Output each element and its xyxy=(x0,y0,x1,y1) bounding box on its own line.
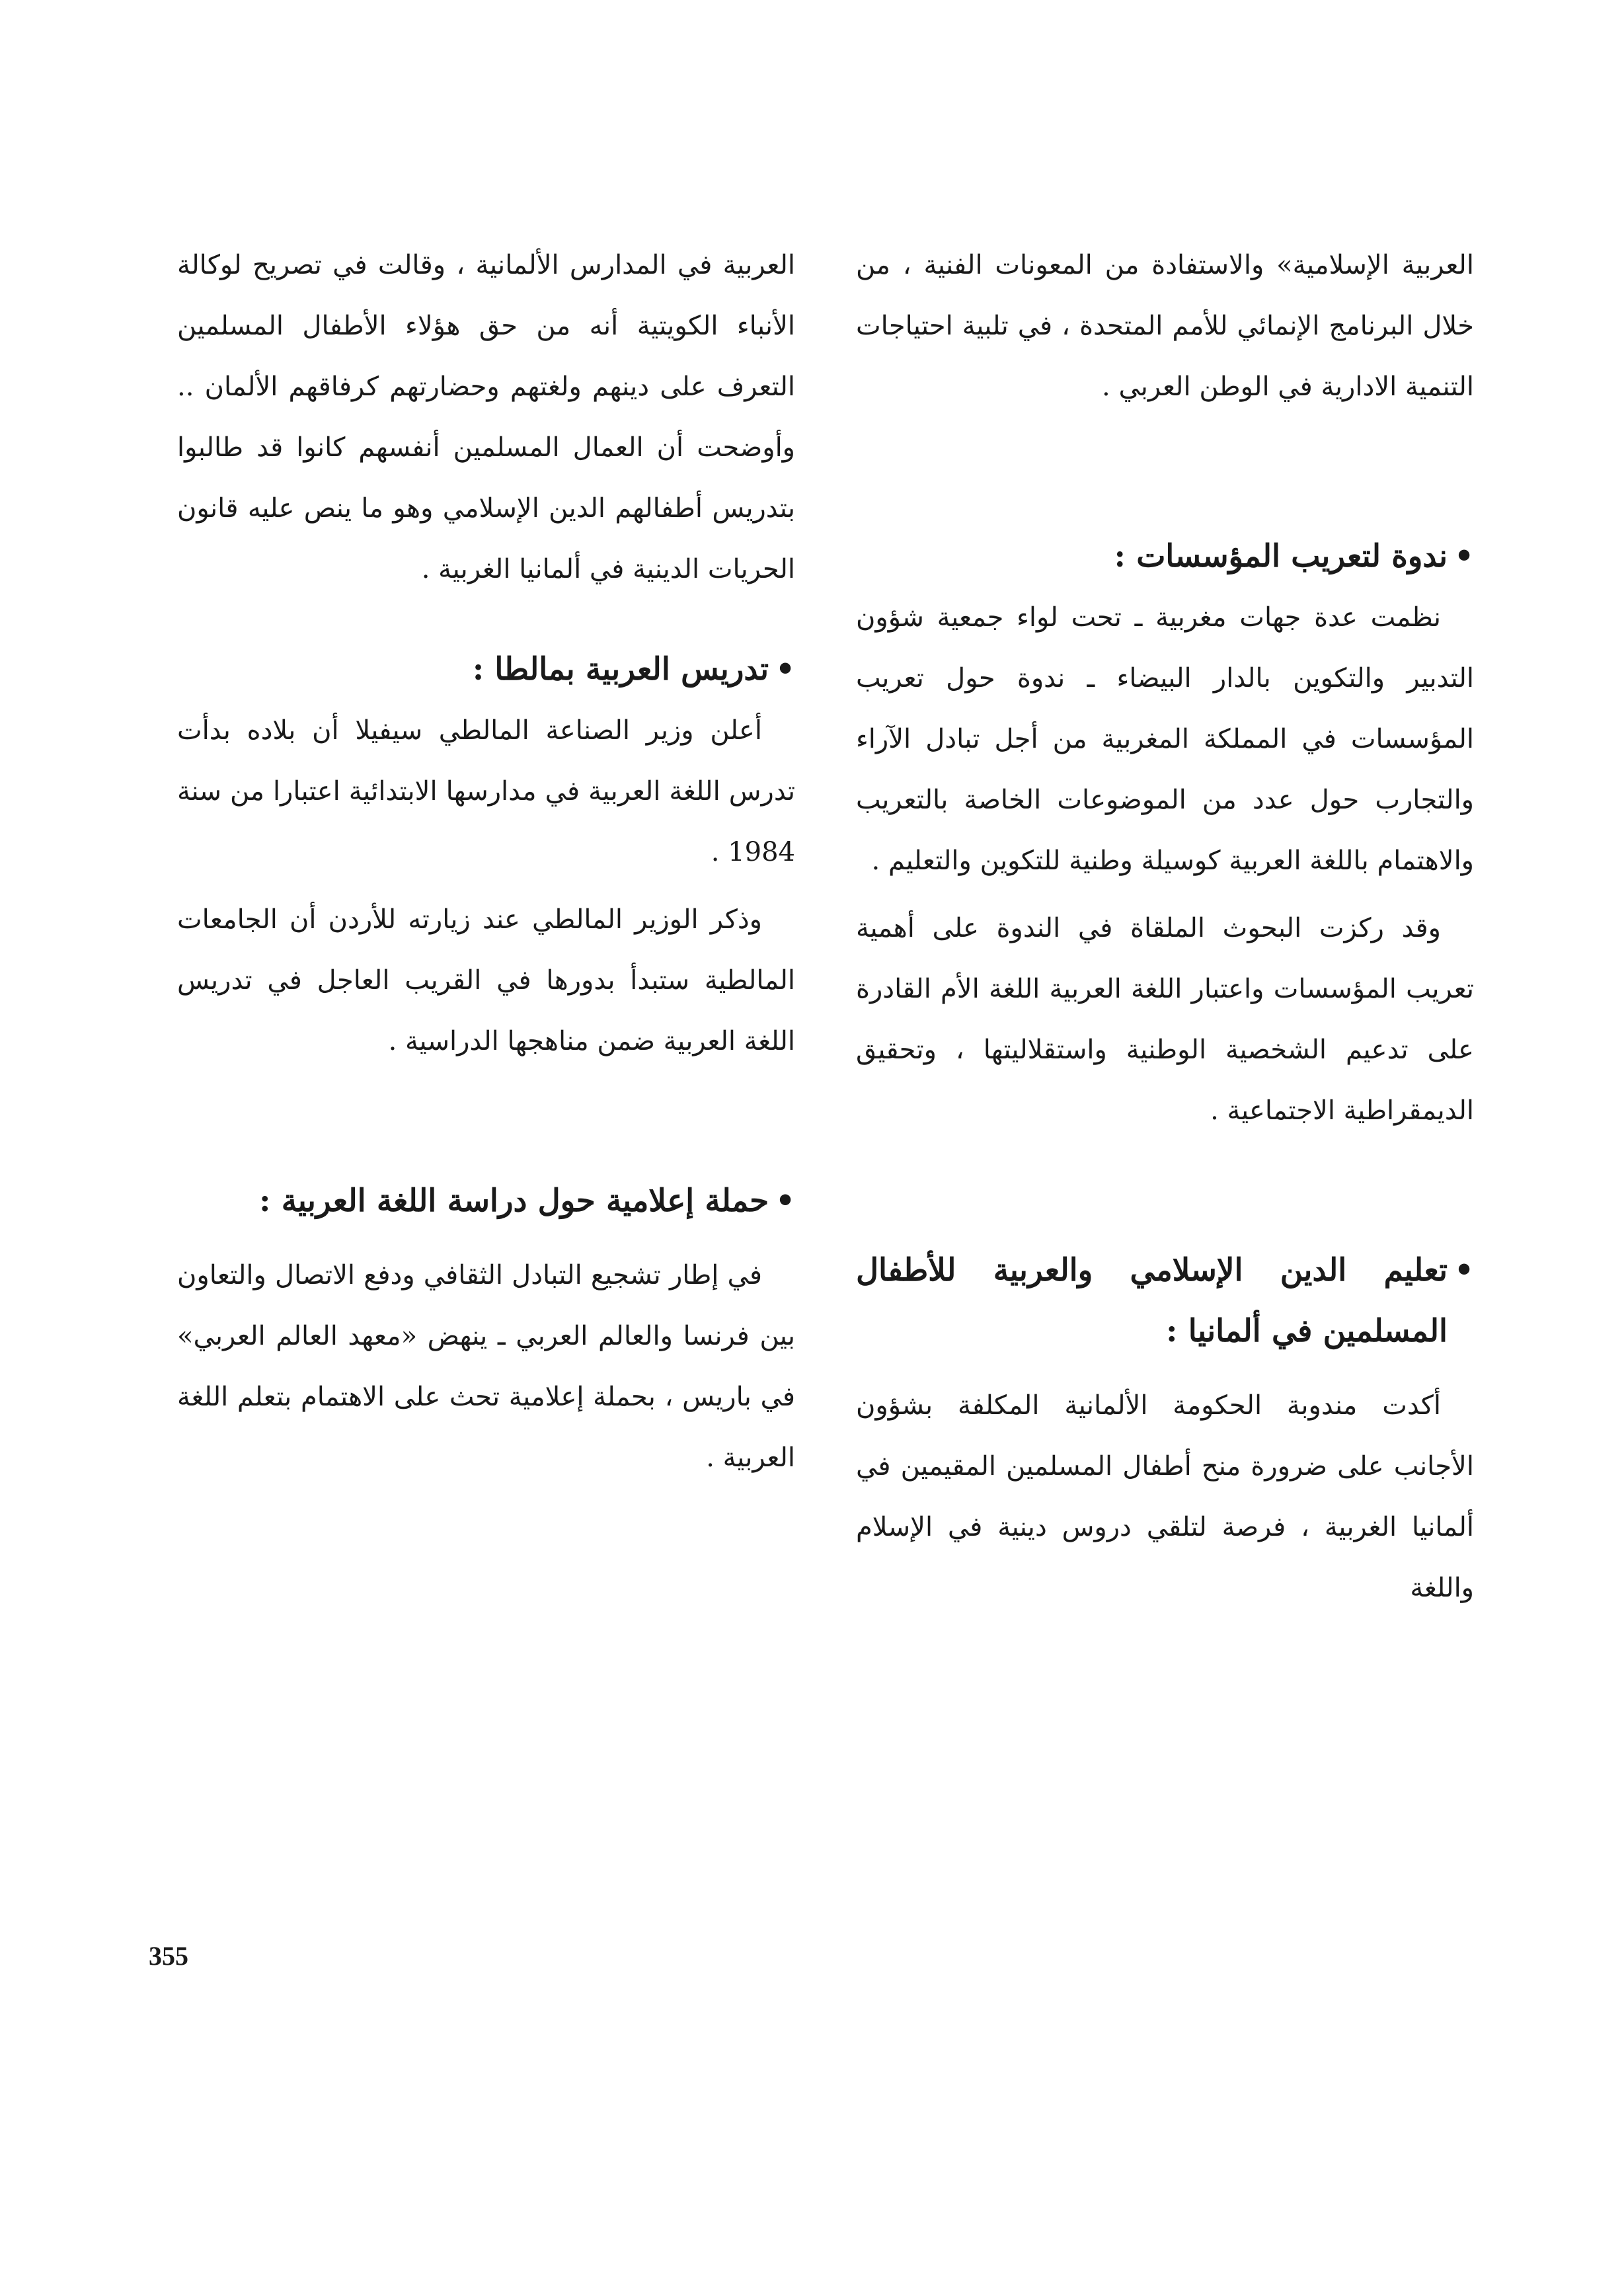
left-column xyxy=(177,235,795,1488)
bullet-icon: • xyxy=(1454,1252,1474,1288)
page-number: 355 xyxy=(149,1941,188,1971)
section-heading-malta xyxy=(177,639,795,700)
left-intro-paragraph: العربية في المدارس الألمانية ، وقالت في تصريح لوكالة الأنباء الكويتية أنه من حق هؤلاء الأطفال المسلمين التعرف على دينهم ولغتهم وحضارتهم كرفاقهم الألمان .. وأوضحت أن العمال المسلمين أنفسهم كانوا قد طالبوا بتدريس أطفالهم الدين الإسلامي وهو ما ينص عليه قانون الحريات الدينية في ألمانيا الغربية . xyxy=(177,250,795,584)
spacer xyxy=(177,600,795,639)
spacer xyxy=(856,417,1474,526)
paragraph-germany-1: أكدت مندوبة الحكومة الألمانية المكلفة بشؤون الأجانب على ضرورة منح أطفال المسلمين المقيمين في ألمانيا الغربية ، فرصة لتلقي دروس دينية في الإسلام واللغة xyxy=(856,1390,1474,1603)
heading-text: تعليم الدين الإسلامي والعربية للأطفال المسلمين في ألمانيا : xyxy=(856,1252,1448,1349)
spacer xyxy=(177,1072,795,1171)
paragraph-media-1: في إطار تشجيع التبادل الثقافي ودفع الاتصال والتعاون بين فرنسا والعالم العربي ـ ينهض «معهد العالم العربي» في باريس ، بحملة إعلامية تحث على الاهتمام بتعلم اللغة العربية . xyxy=(177,1260,795,1473)
bullet-icon: • xyxy=(775,1183,795,1219)
heading-text: حملة إعلامية حول دراسة اللغة العربية : xyxy=(259,1183,769,1219)
paragraph-seminar-1: نظمت عدة جهات مغربية ـ تحت لواء جمعية شؤون التدبير والتكوين بالدار البيضاء ـ ندوة حول تعريب المؤسسات في المملكة المغربية من أجل تبادل الآراء والتجارب حول عدد من الموضوعات الخاصة بالتعريب والاهتمام باللغة العربية كوسيلة وطنية للتكوين والتعليم . xyxy=(856,602,1474,876)
bullet-icon: • xyxy=(775,651,795,688)
heading-text: ندوة لتعريب المؤسسات : xyxy=(1114,538,1448,574)
paragraph-malta-1: أعلن وزير الصناعة المالطي سيفيلا أن بلاده بدأت تدرس اللغة العربية في مدارسها الابتدائية اعتبارا من سنة 1984 . xyxy=(177,715,795,867)
section-heading-arabization-seminar xyxy=(856,526,1474,587)
paragraph-malta-2: وذكر الوزير المالطي عند زيارته للأردن أن الجامعات المالطية ستبدأ بدورها في القريب العاجل في تدريس اللغة العربية ضمن مناهجها الدراسية . xyxy=(177,904,795,1056)
bullet-icon: • xyxy=(1454,538,1474,574)
right-column xyxy=(856,235,1474,1618)
paragraph-seminar-2: وقد ركزت البحوث الملقاة في الندوة على أهمية تعريب المؤسسات واعتبار اللغة العربية اللغة الأم القادرة على تدعيم الشخصية الوطنية واستقلاليتها ، وتحقيق الديمقراطية الاجتماعية . xyxy=(856,913,1474,1126)
heading-text: تدريس العربية بمالطا : xyxy=(472,651,769,688)
section-heading-media-campaign xyxy=(177,1171,795,1232)
right-intro-paragraph: العربية الإسلامية» والاستفادة من المعونات الفنية ، من خلال البرنامج الإنمائي للأمم المتحدة ، في تلبية احتياجات التنمية الادارية في الوطن العربي . xyxy=(856,250,1474,402)
spacer xyxy=(856,1141,1474,1240)
section-heading-germany-education xyxy=(856,1240,1474,1362)
